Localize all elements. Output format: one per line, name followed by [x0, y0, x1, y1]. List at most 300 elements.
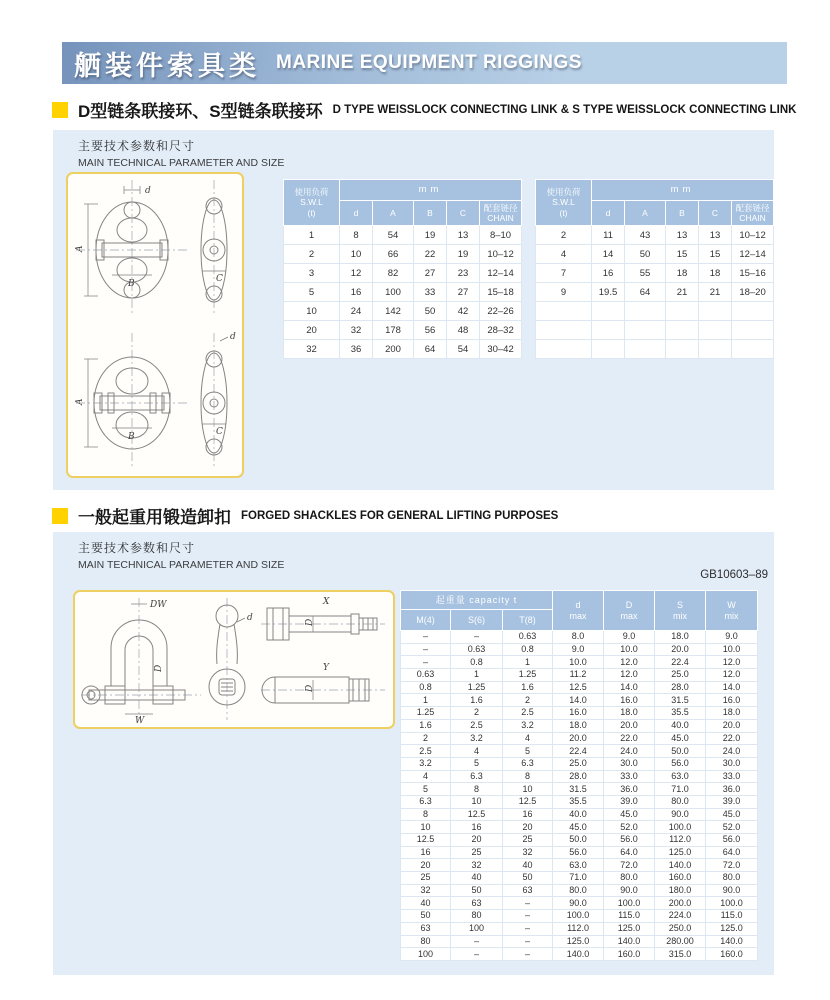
section-bullet-icon — [52, 508, 68, 524]
table-cell: 2.5 — [401, 745, 451, 758]
table-cell: 13 — [447, 226, 480, 245]
table-cell: 4 — [503, 732, 553, 745]
banner-title-zh: 舾装件索具类 — [74, 50, 260, 81]
col-header-S-mix: S mix — [655, 591, 706, 631]
table-cell: 160.0 — [604, 948, 655, 961]
dim-label-C: C — [216, 427, 223, 437]
table-cell: 3.2 — [451, 732, 503, 745]
section2-title — [52, 503, 558, 528]
table-cell: 56.0 — [655, 757, 706, 770]
table-cell: 16.0 — [604, 694, 655, 707]
col-header-t8: T(8) — [503, 610, 553, 631]
table-cell: 5 — [503, 745, 553, 758]
table-cell: 140.0 — [706, 935, 758, 948]
table-cell: 100.0 — [604, 897, 655, 910]
table-cell: 22.0 — [706, 732, 758, 745]
table-cell: – — [401, 631, 451, 644]
table-cell: 5 — [451, 757, 503, 770]
table-cell: 1.6 — [503, 681, 553, 694]
view-label-X: X — [323, 597, 330, 607]
table-cell: 20.0 — [553, 732, 604, 745]
table-row — [401, 884, 758, 897]
table-cell: 1.25 — [451, 681, 503, 694]
table-cell: 280.00 — [655, 935, 706, 948]
table-cell: 14.0 — [553, 694, 604, 707]
table-cell: 12–14 — [480, 264, 522, 283]
table-cell: 36.0 — [604, 783, 655, 796]
table-cell — [732, 340, 774, 359]
table-row — [401, 707, 758, 720]
table-row — [401, 935, 758, 948]
table-cell: 11.2 — [553, 669, 604, 682]
table-cell — [625, 321, 666, 340]
col-header-swl: 使用负荷 S.W.L (t) — [536, 180, 592, 226]
table-cell: 8 — [401, 808, 451, 821]
col-header-d-max: d max — [553, 591, 604, 631]
table-cell: 33 — [414, 283, 447, 302]
table-cell: 140.0 — [655, 859, 706, 872]
standard-code: GB10603–89 — [700, 569, 768, 581]
table-cell: 0.63 — [451, 643, 503, 656]
banner-title-en: MARINE EQUIPMENT RIGGINGS — [276, 52, 582, 73]
table-cell: 10.0 — [604, 643, 655, 656]
col-header-chain: 配套链径 CHAIN — [480, 201, 522, 226]
table-cell: 22.0 — [604, 732, 655, 745]
table-cell: 28–32 — [480, 321, 522, 340]
table-cell: 24.0 — [706, 745, 758, 758]
table-row — [401, 872, 758, 885]
table-cell: 20 — [503, 821, 553, 834]
table-cell: 66 — [373, 245, 414, 264]
table-row — [401, 783, 758, 796]
section1-param-label — [78, 137, 284, 169]
table-row — [401, 808, 758, 821]
table-row — [401, 834, 758, 847]
col-header-A: A — [373, 201, 414, 226]
table-row — [284, 226, 522, 245]
table-cell: 50 — [401, 910, 451, 923]
table-cell: 12.5 — [553, 681, 604, 694]
table-cell: 4 — [536, 245, 592, 264]
table-cell: 7 — [536, 264, 592, 283]
table-cell: 2 — [451, 707, 503, 720]
dim-label-A: A — [75, 245, 85, 252]
table-cell: 20.0 — [604, 719, 655, 732]
table-cell: 16 — [340, 283, 373, 302]
table-cell: 250.0 — [655, 922, 706, 935]
dim-label-A: A — [75, 398, 85, 405]
table-cell: 90.0 — [553, 897, 604, 910]
table-cell: 12.5 — [451, 808, 503, 821]
table-cell: 2.5 — [451, 719, 503, 732]
table-cell: 10–12 — [732, 226, 774, 245]
table-row — [401, 745, 758, 758]
table-cell: 33.0 — [706, 770, 758, 783]
table-row — [536, 264, 774, 283]
table-cell: 30.0 — [604, 757, 655, 770]
section2-title-en: FORGED SHACKLES FOR GENERAL LIFTING PURPOSES — [241, 509, 559, 522]
table-cell: 90.0 — [604, 884, 655, 897]
table-cell: 224.0 — [655, 910, 706, 923]
table-cell: 10.0 — [706, 643, 758, 656]
col-header-mm: mm — [340, 180, 522, 201]
section2-panel — [53, 532, 774, 975]
table-cell: 6.3 — [503, 757, 553, 770]
table-row — [401, 757, 758, 770]
table-cell: 32 — [451, 859, 503, 872]
col-header-B: B — [414, 201, 447, 226]
table-cell: 32 — [284, 340, 340, 359]
table-cell: 21 — [666, 283, 699, 302]
table-cell: – — [451, 948, 503, 961]
col-header-swl: 使用负荷 S.W.L (t) — [284, 180, 340, 226]
col-header-chain: 配套链径 CHAIN — [732, 201, 774, 226]
table-cell: 0.8 — [503, 643, 553, 656]
table-cell: 1.25 — [401, 707, 451, 720]
table-cell: 0.63 — [401, 669, 451, 682]
table-cell: 112.0 — [655, 834, 706, 847]
dim-label-B: B — [128, 432, 135, 442]
table-cell: 48 — [447, 321, 480, 340]
table-cell: 200 — [373, 340, 414, 359]
table-row — [284, 245, 522, 264]
table-cell: 9 — [536, 283, 592, 302]
table-cell: 10 — [340, 245, 373, 264]
table-cell: 16 — [503, 808, 553, 821]
table-cell: 140.0 — [553, 948, 604, 961]
table-cell: 142 — [373, 302, 414, 321]
table-cell: 52.0 — [604, 821, 655, 834]
table-cell: 35.5 — [655, 707, 706, 720]
table-cell: 5 — [401, 783, 451, 796]
table-cell: 82 — [373, 264, 414, 283]
table-row — [401, 859, 758, 872]
table-cell: 39.0 — [604, 795, 655, 808]
table-cell: 23 — [447, 264, 480, 283]
table-cell: 56.0 — [553, 846, 604, 859]
table-cell: 16 — [451, 821, 503, 834]
col-header-d: d — [592, 201, 625, 226]
table-cell: 24.0 — [604, 745, 655, 758]
s-type-link-drawing — [68, 327, 240, 475]
param-label-en: MAIN TECHNICAL PARAMETER AND SIZE — [78, 559, 285, 571]
table-cell: 63 — [401, 922, 451, 935]
table-cell: 24 — [340, 302, 373, 321]
table-cell: 80.0 — [553, 884, 604, 897]
table-cell: 18 — [666, 264, 699, 283]
table-cell: 16.0 — [706, 694, 758, 707]
table-row — [401, 897, 758, 910]
table-cell: 20 — [401, 859, 451, 872]
table-cell: 50 — [503, 872, 553, 885]
section1-title-en: D TYPE WEISSLOCK CONNECTING LINK & S TYPE WEISSLOCK CONNECTING LINK — [332, 103, 797, 116]
table-cell: 50.0 — [655, 745, 706, 758]
d-type-link-drawing — [68, 174, 240, 322]
table-cell: 64.0 — [706, 846, 758, 859]
dim-label-DW: DW — [150, 600, 167, 610]
table-cell: 12.0 — [706, 656, 758, 669]
section-bullet-icon — [52, 102, 68, 118]
table-cell: 15 — [699, 245, 732, 264]
table-cell: 125.0 — [604, 922, 655, 935]
table-cell: 22.4 — [655, 656, 706, 669]
table-cell: 39.0 — [706, 795, 758, 808]
table-cell — [666, 302, 699, 321]
table-row — [401, 719, 758, 732]
section2-param-label — [78, 539, 284, 571]
table-cell: 52.0 — [706, 821, 758, 834]
table-cell: 20.0 — [655, 643, 706, 656]
table-cell — [732, 302, 774, 321]
table-cell: 160.0 — [655, 872, 706, 885]
table-cell: 200.0 — [655, 897, 706, 910]
table-row — [284, 321, 522, 340]
table-cell: 63 — [451, 897, 503, 910]
col-header-capacity: 起重量 capacity t — [401, 591, 553, 610]
dim-label-d: d — [145, 186, 151, 196]
table-cell — [625, 340, 666, 359]
dim-label-D: D — [154, 664, 164, 672]
table-cell: 35.5 — [553, 795, 604, 808]
table-cell: 72.0 — [604, 859, 655, 872]
table-row — [284, 302, 522, 321]
table-cell: 18–20 — [732, 283, 774, 302]
table-cell — [592, 302, 625, 321]
table-cell: 10–12 — [480, 245, 522, 264]
table-cell — [592, 340, 625, 359]
table-cell: – — [401, 643, 451, 656]
shackle-drawing-box — [73, 590, 395, 729]
connecting-link-drawing-box — [66, 172, 244, 478]
table-cell: 8–10 — [480, 226, 522, 245]
table-cell: 125.0 — [706, 922, 758, 935]
col-header-A: A — [625, 201, 666, 226]
table-cell: 3.2 — [401, 757, 451, 770]
table-cell: 10 — [284, 302, 340, 321]
table-cell: – — [503, 897, 553, 910]
table-cell: 4 — [401, 770, 451, 783]
table-cell: 6.3 — [451, 770, 503, 783]
table-cell: 21 — [699, 283, 732, 302]
table-cell: 9.0 — [604, 631, 655, 644]
table-cell — [666, 321, 699, 340]
table-cell: 160.0 — [706, 948, 758, 961]
section1-panel — [53, 130, 774, 490]
param-label-en: MAIN TECHNICAL PARAMETER AND SIZE — [78, 157, 285, 169]
col-header-D-max: D max — [604, 591, 655, 631]
table-row — [401, 770, 758, 783]
table-cell: 12.0 — [706, 669, 758, 682]
table-cell: 9.0 — [706, 631, 758, 644]
table-cell: 28.0 — [655, 681, 706, 694]
table-cell: – — [503, 910, 553, 923]
table-cell: 1 — [401, 694, 451, 707]
table-cell: 100 — [451, 922, 503, 935]
shackle-drawing — [75, 592, 391, 725]
table-cell: 56.0 — [604, 834, 655, 847]
table-cell: 30–42 — [480, 340, 522, 359]
dim-label-d: d — [247, 613, 253, 623]
col-header-B: B — [666, 201, 699, 226]
table-cell: 40 — [503, 859, 553, 872]
dim-label-B: B — [128, 279, 135, 289]
table-cell: 14.0 — [706, 681, 758, 694]
section2-title-zh: 一般起重用锻造卸扣 — [78, 508, 231, 527]
table-cell: 32 — [340, 321, 373, 340]
table-cell: 19.5 — [592, 283, 625, 302]
table-row — [401, 694, 758, 707]
table-cell: 40.0 — [655, 719, 706, 732]
table-cell: 1 — [503, 656, 553, 669]
table-cell: 100.0 — [553, 910, 604, 923]
table-cell: 12.5 — [401, 834, 451, 847]
table-cell: 1.6 — [401, 719, 451, 732]
table-cell: 10 — [503, 783, 553, 796]
table-cell: – — [451, 935, 503, 948]
table-row — [284, 264, 522, 283]
col-header-C: C — [699, 201, 732, 226]
table-cell: 40 — [401, 897, 451, 910]
table-cell: 125.0 — [655, 846, 706, 859]
table-row — [401, 732, 758, 745]
table-cell: – — [401, 656, 451, 669]
table-cell: 31.5 — [655, 694, 706, 707]
table-cell: 71.0 — [553, 872, 604, 885]
table-cell: 36 — [340, 340, 373, 359]
table-row — [401, 669, 758, 682]
table-cell: 12.0 — [604, 669, 655, 682]
table-cell: 27 — [447, 283, 480, 302]
s-type-link-table — [535, 179, 774, 359]
table-cell: 1.25 — [503, 669, 553, 682]
table-cell: 27 — [414, 264, 447, 283]
table-cell: 2 — [401, 732, 451, 745]
table-cell: 2 — [536, 226, 592, 245]
table-cell: 100.0 — [706, 897, 758, 910]
table-cell: 20 — [451, 834, 503, 847]
table-cell: 25 — [401, 872, 451, 885]
table-cell: 30.0 — [706, 757, 758, 770]
table-cell: 18.0 — [706, 707, 758, 720]
table-row — [536, 302, 774, 321]
table-body — [401, 631, 758, 961]
table-cell: 14.0 — [604, 681, 655, 694]
table-cell: 72.0 — [706, 859, 758, 872]
table-cell: 12 — [340, 264, 373, 283]
table-cell: 2.5 — [503, 707, 553, 720]
table-cell: 1 — [284, 226, 340, 245]
table-cell: 63.0 — [553, 859, 604, 872]
table-cell: 8 — [503, 770, 553, 783]
table-cell — [699, 321, 732, 340]
table-cell — [732, 321, 774, 340]
table-cell: 2 — [284, 245, 340, 264]
col-header-m4: M(4) — [401, 610, 451, 631]
table-cell: 16 — [592, 264, 625, 283]
table-cell: 8 — [451, 783, 503, 796]
table-cell: 6.3 — [401, 795, 451, 808]
table-cell: 22 — [414, 245, 447, 264]
table-cell: 5 — [284, 283, 340, 302]
table-cell: 112.0 — [553, 922, 604, 935]
table-cell: 115.0 — [706, 910, 758, 923]
table-cell: 10 — [401, 821, 451, 834]
table-cell: 14 — [592, 245, 625, 264]
table-cell: 1.6 — [451, 694, 503, 707]
table-cell: 22–26 — [480, 302, 522, 321]
table-cell: 2 — [503, 694, 553, 707]
table-cell — [592, 321, 625, 340]
param-label-zh: 主要技术参数和尺寸 — [78, 139, 196, 153]
table-row — [401, 948, 758, 961]
table-cell: 31.5 — [553, 783, 604, 796]
table-row — [401, 631, 758, 644]
table-cell: – — [503, 948, 553, 961]
table-cell: 0.63 — [503, 631, 553, 644]
table-cell: 15–16 — [732, 264, 774, 283]
table-cell: 90.0 — [706, 884, 758, 897]
table-cell: 13 — [699, 226, 732, 245]
dim-label-d: d — [230, 332, 236, 342]
table-cell: 18.0 — [604, 707, 655, 720]
table-row — [401, 910, 758, 923]
dim-label-D: D — [305, 618, 315, 626]
page-banner — [62, 42, 787, 84]
table-cell: 43 — [625, 226, 666, 245]
table-cell: – — [451, 631, 503, 644]
table-cell: 15–18 — [480, 283, 522, 302]
table-cell: 25 — [503, 834, 553, 847]
table-cell — [536, 321, 592, 340]
table-cell: 12.5 — [503, 795, 553, 808]
table-cell: 63 — [503, 884, 553, 897]
table-cell: 12–14 — [732, 245, 774, 264]
table-row — [401, 656, 758, 669]
dim-label-W: W — [135, 716, 145, 725]
table-cell: 18.0 — [655, 631, 706, 644]
table-cell: 18 — [699, 264, 732, 283]
table-cell: 1 — [451, 669, 503, 682]
table-cell: 15 — [666, 245, 699, 264]
table-body — [284, 226, 522, 359]
table-cell: 4 — [451, 745, 503, 758]
table-cell — [699, 302, 732, 321]
table-cell: 19 — [447, 245, 480, 264]
table-cell: 25.0 — [655, 669, 706, 682]
d-type-link-table — [283, 179, 522, 359]
table-cell: 42 — [447, 302, 480, 321]
table-cell: 11 — [592, 226, 625, 245]
table-cell: 100.0 — [655, 821, 706, 834]
table-cell: 3.2 — [503, 719, 553, 732]
table-cell — [699, 340, 732, 359]
table-cell: 40 — [451, 872, 503, 885]
table-body — [536, 226, 774, 359]
table-cell: 100 — [401, 948, 451, 961]
table-cell: 50 — [414, 302, 447, 321]
table-row — [536, 245, 774, 264]
table-cell: 178 — [373, 321, 414, 340]
table-cell: 315.0 — [655, 948, 706, 961]
table-cell: 64 — [414, 340, 447, 359]
table-cell — [625, 302, 666, 321]
table-cell: 50 — [625, 245, 666, 264]
dim-label-C: C — [216, 274, 223, 284]
table-cell: 33.0 — [604, 770, 655, 783]
table-cell: 16 — [401, 846, 451, 859]
table-row — [401, 643, 758, 656]
table-cell: 40.0 — [553, 808, 604, 821]
